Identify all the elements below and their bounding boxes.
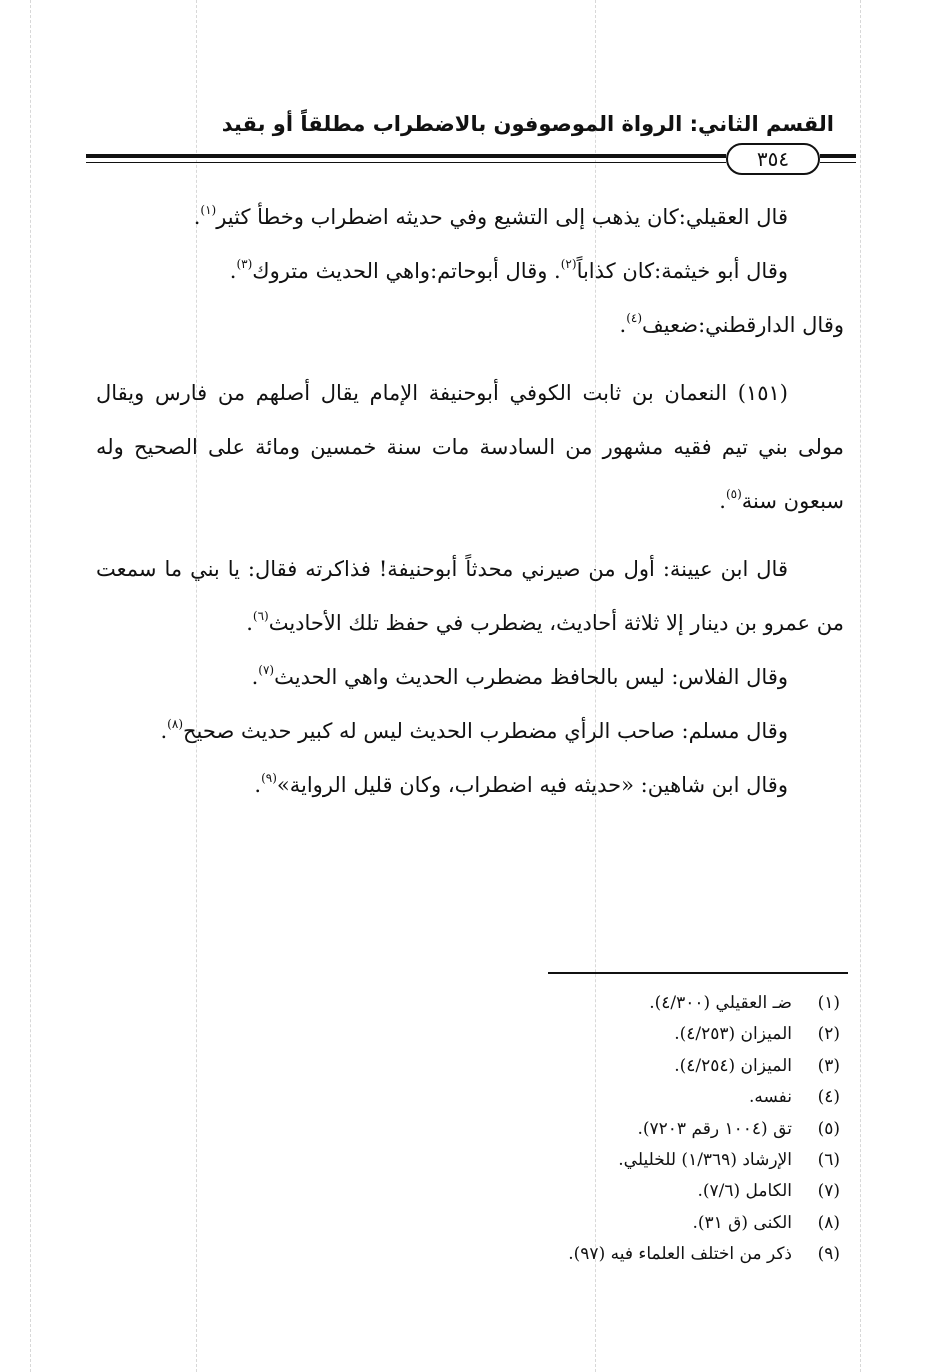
footnote-item	[380, 1114, 840, 1145]
footnote-number: (٩)	[817, 1244, 840, 1265]
footnote-text: ضـ العقيلي (٤/٣٠٠).	[649, 993, 792, 1013]
paragraph: وقال الفلاس: ليس بالحافظ مضطرب الحديث واهي الحديث$^{(٧)}$.	[251, 663, 788, 689]
paragraph: وقال أبو خيثمة:كان كذاباً$^{(٢)}$. وقال أبوحاتم:واهي الحديث متروك$^{(٣)}$.	[229, 257, 788, 283]
paragraph: قال العقيلي:كان يذهب إلى التشيع وفي حديثه اضطراب وخطأ كثير$^{(١)}$.	[193, 203, 788, 229]
footnote-ref[interactable]: (٤)	[626, 311, 643, 325]
paragraph: وقال الدارقطني:ضعيف$^{(٤)}$.	[619, 311, 844, 337]
footnote-number: (٧)	[817, 1181, 840, 1202]
page-header	[86, 110, 856, 190]
footnote-ref[interactable]: (٧)	[258, 663, 275, 677]
footnote-text: الكنى (ق ٣١).	[692, 1212, 792, 1233]
footnote-ref[interactable]: (١)	[200, 203, 217, 217]
main-text	[96, 190, 844, 812]
footnote-ref[interactable]: (٩)	[261, 771, 277, 785]
footnote-item	[380, 1019, 840, 1050]
footnote-number: (٨)	[817, 1212, 840, 1233]
footnote-item	[380, 1208, 840, 1239]
paragraph: وقال ابن شاهين: «حديثه فيه اضطراب، وكان قليل الرواية»$^{(٩)}$.	[254, 771, 788, 797]
footnote-item	[380, 1239, 840, 1270]
footnote-separator	[548, 972, 848, 974]
footnote-item	[380, 988, 840, 1019]
footnote-text: الإرشاد (١/٣٦٩) للخليلي.	[618, 1150, 792, 1171]
header-title: القسم الثاني: الرواة الموصوفون بالاضطراب مطلقاً أو بقيد	[221, 112, 834, 136]
footnote-text: الميزان (٤/٢٥٤).	[674, 1055, 792, 1076]
footnote-ref[interactable]: (٢)	[560, 257, 577, 271]
footnote-number: (٢)	[817, 1024, 840, 1045]
header-rule-right	[820, 154, 856, 158]
footnote-ref[interactable]: (٨)	[167, 717, 183, 731]
footnote-number: (٤)	[817, 1087, 840, 1108]
footnote-number: (١)	[817, 993, 840, 1013]
page-number-badge: ٣٥٤	[726, 143, 820, 175]
footnote-text: ذكر من اختلف العلماء فيه (٩٧).	[568, 1244, 792, 1265]
footnote-text: نفسه.	[748, 1087, 792, 1108]
footnote-item	[380, 1176, 840, 1207]
narrator-entry: (١٥١) النعمان بن ثابت الكوفي أبوحنيفة الإمام يقال أصلهم من فارس ويقال مولى بني تيم فقيه مشهور من السادسة مات سنة خمسين ومائة على الصحيح وله سبعون سنة$^{(٥)}$.	[96, 381, 844, 513]
footnote-text: الميزان (٤/٢٥٣).	[674, 1024, 792, 1045]
footnote-ref[interactable]: (٣)	[236, 257, 253, 271]
scan-guide-line	[30, 0, 31, 1372]
footnote-text: الكامل (٧/٦).	[697, 1181, 792, 1202]
footnote-item	[380, 1145, 840, 1176]
footnote-text: تق (١٠٠٤ رقم ٧٢٠٣).	[637, 1118, 792, 1139]
footnote-number: (٣)	[817, 1055, 840, 1076]
footnotes-list	[380, 988, 840, 1271]
footnote-number: (٦)	[817, 1150, 840, 1171]
footnote-item	[380, 1051, 840, 1082]
header-rule	[86, 154, 726, 158]
scan-guide-line	[860, 0, 861, 1372]
footnote-item	[380, 1082, 840, 1113]
footnote-ref[interactable]: (٦)	[252, 609, 269, 623]
footnote-ref[interactable]: (٥)	[725, 487, 742, 501]
paragraph: وقال مسلم: صاحب الرأي مضطرب الحديث ليس له كبير حديث صحيح$^{(٨)}$.	[160, 717, 788, 743]
footnote-number: (٥)	[817, 1118, 840, 1139]
paragraph: قال ابن عيينة: أول من صيرني محدثاً أبوحنيفة! فذاكرته فقال: يا بني ما سمعت من عمرو بن دينار إلا ثلاثة أحاديث، يضطرب في حفظ تلك الأحاديث$^{(٦)}$.	[96, 557, 844, 635]
header-rule-right-thin	[820, 162, 856, 163]
header-rule-thin	[86, 162, 726, 163]
